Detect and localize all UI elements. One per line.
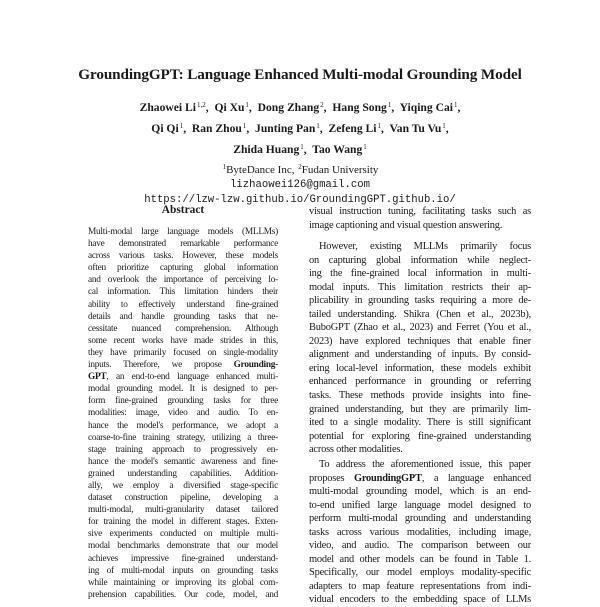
author-line-2: Qi Qi$^1$, Ran Zhou$^1$, Junting Pan$^1$, Zefeng Li$^1$, Van Tu Vu$^1$, — [151, 122, 449, 135]
text-line: for training the model in different stages. Exten- — [88, 517, 278, 528]
author-name: Yiqing Cai — [399, 101, 453, 114]
text-line: Specifically, our model employs modality-specific — [309, 567, 531, 579]
author-name: Van Tu Vu — [389, 122, 442, 135]
text-line: potential for exploring fine-grained understanding — [309, 430, 531, 442]
author-affil-mark: 1 — [316, 122, 320, 130]
text-line: ering local-level information, these models exhibit — [309, 362, 531, 374]
text-line: modal grounding model. It is designed to per- — [88, 384, 278, 395]
author-affil-mark: 1 — [377, 122, 381, 130]
text-line: However, existing MLLMs primarily focus — [319, 241, 531, 252]
text-line: 2023) have explored techniques that enable finer — [309, 335, 531, 347]
author-name: Zefeng Li — [328, 122, 377, 135]
text-line: modal inputs. This limitation restricts their ap- — [309, 281, 531, 293]
text-line: prehension capabilities. Our code, model, and — [88, 589, 278, 600]
text-line: model and other models can be found in Table 1. — [309, 553, 531, 565]
author-affil-mark: 1 — [387, 101, 392, 109]
author-line-3: Zhida Huang$^1$, Tao Wang$^1$ — [233, 143, 367, 156]
text-line: coarse-to-fine training strategy, utilizing a three- — [88, 432, 278, 443]
author-affil-mark: 1 — [442, 122, 446, 130]
text-line: enhanced performance in grounding or referring — [309, 376, 531, 388]
text-line: image captioning and visual question answering. — [309, 219, 503, 231]
text-line: tailed understanding. Shikra (Chen et al., 2023b), — [309, 308, 531, 320]
affil-mark: 2 — [298, 163, 302, 171]
intro-paragraph-continued — [309, 205, 531, 232]
text-line: multi-modal grounding model, which is an end- — [309, 486, 531, 498]
author-affil-mark: 1 — [179, 122, 184, 130]
affil-fudan: Fudan University — [301, 164, 379, 176]
text-line: grained understanding capabilities. Addition- — [88, 468, 278, 479]
text-line: ing the fine-grained local information in multi- — [309, 268, 531, 280]
author-name: Qi Qi — [151, 122, 179, 135]
text-line: and overlook the importance of perceiving lo- — [88, 275, 278, 286]
text-line: some recent works have made strides in this, — [88, 335, 278, 346]
intro-paragraph-proposal — [309, 458, 531, 607]
text-line: adapters to map feature representations from indi- — [309, 580, 531, 592]
text-line: ited to a single modality. There is still significant — [309, 417, 531, 429]
author-affil-mark: 1 — [245, 101, 249, 109]
intro-paragraph-existing-mllms — [309, 240, 531, 457]
text-line: ally, we employ a diversified stage-specific — [88, 480, 278, 491]
affil-bytedance: ByteDance Inc, — [226, 164, 295, 176]
text-line: Multi-modal large language models (MLLMs) — [88, 227, 278, 237]
text-line: ing of multi-modal inputs on grounding tasks — [88, 565, 278, 576]
author-name: Dong Zhang — [257, 101, 320, 114]
author-affil-mark: 2 — [320, 101, 324, 109]
author-affil-mark: 1 — [242, 122, 247, 130]
text-line: have demonstrated remarkable performance — [88, 239, 278, 250]
text-line: achieves impressive fine-grained understand- — [88, 553, 278, 564]
author-name: Zhaowei Li — [139, 101, 196, 114]
author-name: Zhida Huang — [233, 143, 300, 156]
author-name: Ran Zhou — [191, 122, 242, 135]
text-line: GPT, an end-to-end language enhanced multi- — [88, 372, 278, 383]
text-line: grained understanding, but they are primarily lim- — [309, 403, 531, 415]
author-name: Junting Pan — [255, 122, 316, 135]
text-line: vidual encoders to the embedding space of LLMs — [309, 594, 531, 606]
text-line: modal benchmarks demonstrate that our model — [88, 541, 278, 552]
text-line: inputs. Therefore, we propose Grounding- — [88, 360, 278, 371]
text-line: visual instruction tuning, facilitating tasks such as — [309, 206, 531, 217]
text-line: stage training approach to progressively en- — [88, 444, 278, 455]
text-line: cal information. This limitation hinders their — [88, 287, 278, 298]
text-line: often prioritize capturing global information — [88, 263, 278, 274]
text-line: tasks across various modalities, including image, — [309, 526, 531, 538]
text-line: across various tasks. However, these models — [88, 251, 278, 262]
author-affil-mark: 1 — [300, 143, 304, 151]
author-name: Tao Wang — [312, 143, 363, 156]
text-line: on capturing global information while neglect- — [309, 254, 531, 266]
abstract-body — [88, 226, 278, 601]
text-line: dataset construction pipeline, developing a — [88, 493, 278, 504]
text-line: across other modalities. — [309, 444, 403, 456]
paper-title: GroundingGPT: Language Enhanced Multi-modal Grounding Model — [78, 66, 522, 83]
affil-mark: 1 — [222, 163, 227, 171]
text-line: BuboGPT (Zhao et al., 2023) and Ferret (You et al., — [309, 322, 531, 334]
author-affil-mark: 1 — [453, 101, 458, 109]
author-name: Qi Xu — [214, 101, 245, 114]
author-name: Hang Song — [332, 101, 387, 114]
author-affil-mark: 1 — [363, 143, 367, 151]
text-line: details and handle grounding tasks that ne- — [88, 311, 278, 322]
text-line: To address the aforementioned issue, this paper — [319, 459, 531, 470]
text-line: perform multi-modal grounding and understanding — [309, 513, 531, 525]
text-line: ability to effectively understand fine-grained — [88, 299, 278, 310]
author-affil-mark: 1,2 — [197, 101, 206, 109]
author-block — [0, 96, 600, 208]
text-line: video, and audio. The comparison between our — [309, 540, 531, 552]
text-line: alignment and understanding of inputs. By consid- — [309, 349, 531, 361]
author-line-1: Zhaowei Li$^{1,2}$, Qi Xu$^1$, Dong Zhang$^2$, Hang Song$^1$, Yiqing Cai$^1$, — [139, 101, 461, 114]
text-line: cessitate nuanced comprehension. Although — [88, 323, 278, 334]
text-line: tasks. These methods provide insights into fine- — [309, 390, 531, 402]
text-line: multi-modal, multi-granularity dataset tailored — [88, 505, 278, 516]
text-line: to-end unified large language model designed to — [309, 499, 531, 511]
text-line: modalities: image, video and audio. To en- — [88, 408, 278, 419]
text-line: sive experiments conducted on multiple multi- — [88, 529, 278, 540]
text-line: form fine-grained grounding tasks for three — [88, 396, 278, 407]
text-line: plicability in grounding tasks requiring a more de- — [309, 295, 531, 307]
text-line: while maintaining or improving its global com- — [88, 577, 278, 588]
text-line: hance the model's semantic awareness and fine- — [88, 456, 278, 467]
text-line: they have primarily focused on single-modality — [88, 347, 278, 358]
text-line: hance the model's performance, we adopt a — [88, 420, 278, 431]
text-line: proposes GroundingGPT, a language enhanced — [309, 472, 531, 484]
abstract-heading: Abstract — [161, 204, 205, 216]
affiliations — [0, 159, 600, 178]
project-url[interactable]: https://lzw-lzw.github.io/GroundingGPT.github.io/ — [144, 194, 456, 206]
author-email: lizhaowei126@gmail.com — [230, 179, 370, 191]
